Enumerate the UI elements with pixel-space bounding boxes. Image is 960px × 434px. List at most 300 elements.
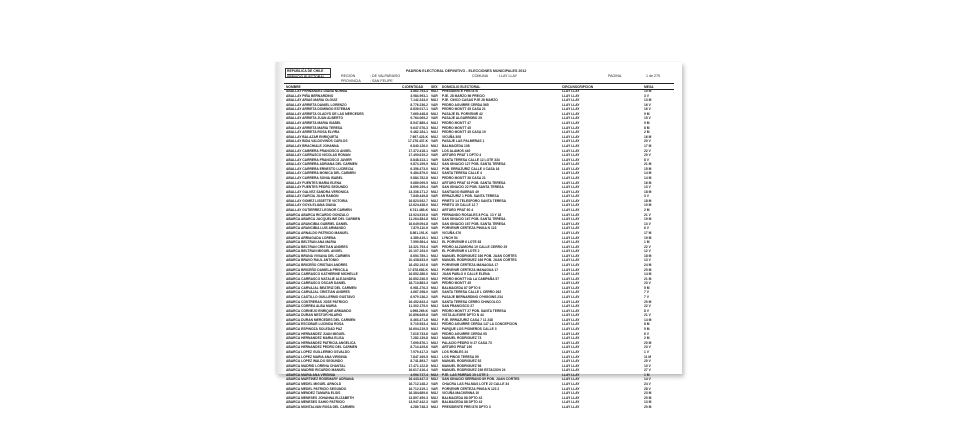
voter-id: 8.839.017-1 xyxy=(410,107,428,112)
voter-sex: VAR xyxy=(431,359,438,364)
voter-table: 10 M xyxy=(644,89,652,93)
region-label: REGION xyxy=(341,74,356,78)
voter-list xyxy=(284,89,674,409)
voter-table: 13 M xyxy=(644,400,652,405)
voter-sex: VAR xyxy=(431,262,438,267)
voter-district: LLAY LLAY xyxy=(562,308,580,313)
voter-name: ABARCA CARRASCO NATALIE ALEJANDRA xyxy=(286,276,356,281)
voter-address: MANUEL RODRIGUEZ 52 xyxy=(442,359,482,364)
voter-table: 2 M xyxy=(644,130,650,135)
voter-district: LLAY LLAY xyxy=(562,116,580,121)
voter-address: MANUEL RODRIGUEZ 166 POB. JUAN CORTES xyxy=(442,253,517,258)
voter-name: ABARCA CORREA ALBA MARIA xyxy=(286,304,337,309)
voter-address: PJE. ERRAZURIZ CASA 7 11 248 xyxy=(442,317,493,322)
voter-id: 8.547.889-4 xyxy=(410,121,428,126)
voter-address: EL PORVENIR 6 LOTE 2 xyxy=(442,249,480,254)
voter-sex: MUJ xyxy=(431,354,438,359)
voter-address: SANTA TERESA CALLE 12 LOTE 334 xyxy=(442,157,500,162)
voter-id: 6.840.126-0 xyxy=(410,143,428,148)
voter-table: 14 M xyxy=(644,272,652,277)
voter-name: ABARCA CARRASCO KATHERINE MICHELLE xyxy=(286,272,358,277)
voter-name: ABARCA HERNANDEZ PATRICIA ANGELICA xyxy=(286,340,356,345)
document-page xyxy=(276,62,682,409)
voter-id: 8.654.789-1 xyxy=(410,253,428,258)
voter-address: PARQUE LOS PIONEROS CALLE 3 xyxy=(442,327,497,332)
voter-address: SANTA TERESA CALLE 4 xyxy=(442,171,482,176)
voter-district: LLAY LLAY xyxy=(562,299,580,304)
voter-sex: MUJ xyxy=(431,322,438,327)
voter-name: ABALLAY ARRIETA GLADYS DE LAS MERCEDES xyxy=(286,111,364,116)
voter-name: ABARCA MENDEZ TAMARA ELSIS xyxy=(286,391,341,396)
voter-id: 16.452.192-6 xyxy=(408,262,428,267)
voter-address: VISTA ALEGRE DPTO N 44 xyxy=(442,313,484,318)
voter-district: LLAY LLAY xyxy=(562,102,580,107)
voter-id: 4.994.717-4 xyxy=(410,372,428,377)
voter-district: LLAY LLAY xyxy=(562,386,580,391)
voter-id: 4.389.419-1 xyxy=(410,235,428,240)
voter-district: LLAY LLAY xyxy=(562,153,580,158)
table-row xyxy=(284,405,674,410)
voter-name: ABALLAY GUTIERREZ LEONOR CARMEN xyxy=(286,208,352,213)
voter-address: SAN IGNACIO 167 POB. SANTA TERESA xyxy=(442,221,506,226)
voter-id: 4.998.269-K xyxy=(409,308,428,313)
voter-address: PEDRO MONTT 45 CASA 21 xyxy=(442,107,486,112)
voter-district: LLAY LLAY xyxy=(562,267,580,272)
voter-address: PEDRO AGUIRRE CERDA 147 LA CONCEPCION xyxy=(442,322,518,327)
voter-name: ABALLAY FUENTES MARIA ELENA xyxy=(286,180,342,185)
voter-table: 13 M xyxy=(644,98,652,103)
voter-table: 19 M xyxy=(644,235,652,240)
voter-address: PEDRO MONTT 27 POB. SANTA TERESA xyxy=(442,308,507,313)
voter-sex: MUJ xyxy=(431,134,438,139)
voter-address: PASAJE LAS PALMERAS 1 xyxy=(442,139,485,144)
voter-name: ABARCA CASTILLO GUILLERMO GUSTAVO xyxy=(286,295,355,300)
voter-name: ABARCA CARVAJAL CRISTIAN ANDRES xyxy=(286,290,350,295)
voter-address: PRIETO 35 CALLE 12 7 xyxy=(442,203,479,208)
voter-table: 8 M xyxy=(644,322,650,327)
voter-name: ABARCA CORNEJO ENRIQUE ARMANDO xyxy=(286,308,352,313)
voter-id: 7.697.423-K xyxy=(409,134,428,139)
voter-id: 8.776.236-2 xyxy=(410,102,428,107)
voter-id: 17.471.122-8 xyxy=(408,363,428,368)
voter-table: 22 V xyxy=(644,244,651,249)
voter-sex: MUJ xyxy=(431,125,438,130)
voter-name: ABALLAY ARIAS MARIA OLGUIZ xyxy=(286,98,338,103)
voter-sex: VAR xyxy=(431,194,438,199)
voter-table: 14 M xyxy=(644,175,652,180)
voter-id: 16.712.319-1 xyxy=(408,386,428,391)
voter-name: ABARCA ABARCA JACQUELINE DEL CARMEN xyxy=(286,217,361,222)
voter-table: 17 M xyxy=(644,143,652,148)
voter-id: 9.764.069-2 xyxy=(410,116,428,121)
voter-name: ABARCA MENESES SAHIO PATRICIO xyxy=(286,400,345,405)
voter-address: ARTURO PRAT 32 POB. SANTA TERESA xyxy=(442,180,506,185)
voter-district: LLAY LLAY xyxy=(562,143,580,148)
voter-table: 21 V xyxy=(644,313,651,318)
voter-district: LLAY LLAY xyxy=(562,175,580,180)
voter-id: 9.874.199-9 xyxy=(410,162,428,167)
voter-address: PRESIDENTE FREI 876 DPTO 3 xyxy=(442,404,491,409)
voter-district: LLAY LLAY xyxy=(562,317,580,322)
voter-name: ABARCA ARRIAGADA LORENA xyxy=(286,235,336,240)
voter-sex: MUJ xyxy=(431,166,438,171)
voter-id: 13.947.442-3 xyxy=(408,400,428,405)
voter-name: ABALLAY FERNANDEZ DIANA NORMA xyxy=(286,89,348,93)
voter-sex: MUJ xyxy=(431,253,438,258)
voter-sex: VAR xyxy=(431,212,438,217)
col-sexo: SEX xyxy=(431,84,438,89)
voter-table: 15 M xyxy=(644,166,652,171)
voter-name: ABARCA HERNANDEZ PEDRO DEL CARMEN xyxy=(286,345,358,350)
voter-sex: MUJ xyxy=(431,404,438,409)
voter-table: 13 V xyxy=(644,221,651,226)
voter-district: LLAY LLAY xyxy=(562,377,580,382)
pagina-value: 1 de 279 xyxy=(646,74,660,78)
voter-address: FERNANDO ROSALES 8 PCA. 13 Y 18 xyxy=(442,212,502,217)
voter-id: 9.647.076-3 xyxy=(410,125,428,130)
voter-sex: MUJ xyxy=(431,395,438,400)
voter-sex: VAR xyxy=(431,102,438,107)
voter-name: ABALLAY GOMEZ LISSETTE VICTORIA xyxy=(286,198,348,203)
voter-table: 20 V xyxy=(644,139,651,144)
voter-district: LLAY LLAY xyxy=(562,391,580,396)
voter-table: 6 V xyxy=(644,226,649,231)
voter-sex: MUJ xyxy=(431,121,438,126)
voter-id: 17.278.437-K xyxy=(408,139,428,144)
voter-id: 17.490.619-2 xyxy=(408,153,428,158)
voter-name: ABALLAY ARRIETA MARIA ISABEL xyxy=(286,121,342,126)
voter-name: ABALLAY GOYA ELIANA DIANA xyxy=(286,203,337,208)
voter-id: 7.282.139-8 xyxy=(410,336,428,341)
voter-table: 24 M xyxy=(644,262,652,267)
voter-district: LLAY LLAY xyxy=(562,249,580,254)
voter-table: 28 V xyxy=(644,386,651,391)
voter-id: 10.438.633-9 xyxy=(408,258,428,263)
voter-name: ABARCA MADRID LORENA CHANTAL xyxy=(286,363,346,368)
comuna-value: : LLAY LLAY xyxy=(497,74,517,78)
voter-address: MANUEL RODRIGUEZ 236 ESTACION 24 xyxy=(442,368,506,373)
voter-id: 16.712.148-2 xyxy=(408,382,428,386)
pagina-label: PAGINA xyxy=(608,74,622,78)
voter-address: PEDRO ALZAMORA 19 CALLE CERRO 29 xyxy=(442,244,508,249)
voter-id: 10.896.649-8 xyxy=(408,313,428,318)
voter-table: 16 M xyxy=(644,134,652,139)
voter-sex: MUJ xyxy=(431,235,438,240)
voter-district: LLAY LLAY xyxy=(562,281,580,286)
voter-address: ARTURO PRAT 190 xyxy=(442,345,473,350)
voter-name: ABALLAY CARRERA MONICA DEL CARMEN xyxy=(286,171,356,176)
voter-name: ABARCA LOPEZ MARIA ANA VIRGINIA xyxy=(286,354,348,359)
col-nombre: NOMBRE xyxy=(286,84,301,89)
voter-district: LLAY LLAY xyxy=(562,253,580,258)
voter-name: ABALLAY PIÑA BERNARDINO xyxy=(286,93,334,98)
voter-table: 22 V xyxy=(644,304,651,309)
voter-table: 14 M xyxy=(644,171,652,176)
voter-sex: VAR xyxy=(431,249,438,254)
voter-name: ABARCA BRUNA VIVIANA DEL CARMEN xyxy=(286,253,350,258)
voter-sex: VAR xyxy=(431,382,438,386)
voter-sex: MUJ xyxy=(431,276,438,281)
voter-address: MANUEL RODRIGUEZ 166 POB. JUAN CORTES xyxy=(442,258,517,263)
voter-sex: VAR xyxy=(431,244,438,249)
voter-id: 8.699.199-4 xyxy=(410,185,428,190)
voter-address: PEDRO MONTT NA LA CAMPAÑA 57 xyxy=(442,276,500,281)
voter-table: 23 V xyxy=(644,345,651,350)
voter-district: LLAY LLAY xyxy=(562,130,580,135)
voter-table: 12 V xyxy=(644,249,651,254)
voter-district: LLAY LLAY xyxy=(562,89,580,93)
voter-name: ABARCA ARANCIBIA LUIS ARMANDO xyxy=(286,226,346,231)
voter-district: LLAY LLAY xyxy=(562,313,580,318)
voter-address: MANUEL RODRIGUEZ 73 xyxy=(442,336,482,341)
voter-name: ABALLAY CARRERA FRANCISCO JAVIER xyxy=(286,157,352,162)
voter-table: 8 V xyxy=(644,308,649,313)
voter-id: 16.617.416-4 xyxy=(408,368,428,373)
voter-district: LLAY LLAY xyxy=(562,162,580,167)
voter-table: 20 V xyxy=(644,153,651,158)
voter-id: 7.599.984-4 xyxy=(410,240,428,245)
voter-name: ABALLAY CARRERA ADRIANA DEL CARMEN xyxy=(286,162,358,167)
voter-table: 17 M xyxy=(644,230,652,235)
voter-sex: VAR xyxy=(431,281,438,286)
voter-address: VICUÑA 476 xyxy=(442,230,461,235)
voter-district: LLAY LLAY xyxy=(562,372,580,377)
voter-district: LLAY LLAY xyxy=(562,212,580,217)
voter-district: LLAY LLAY xyxy=(562,354,580,359)
voter-table: 6 V xyxy=(644,331,649,336)
voter-sex: VAR xyxy=(431,93,438,98)
voter-name: ABALLAY CARRASCO NICOLAS ROMAN xyxy=(286,153,351,158)
voter-district: LLAY LLAY xyxy=(562,180,580,185)
voter-name: ABARCA LOPEZ WALDO SEGUNDO xyxy=(286,359,343,364)
voter-sex: VAR xyxy=(431,226,438,231)
voter-sex: VAR xyxy=(431,313,438,318)
provincia-value: : SAN FELIPE xyxy=(370,78,393,83)
voter-sex: VAR xyxy=(431,299,438,304)
voter-district: LLAY LLAY xyxy=(562,98,580,103)
voter-id: 17.678.683-K xyxy=(408,267,428,272)
voter-district: LLAY LLAY xyxy=(562,359,580,364)
voter-district: LLAY LLAY xyxy=(562,345,580,350)
voter-address: PORVENIR CERTEZA MANAGUA 17 xyxy=(442,262,499,267)
voter-name: ABARCA LOPEZ GUILLERMO OSVALDO xyxy=(286,349,350,354)
voter-id: 16.852.286-0 xyxy=(408,272,428,277)
voter-address: SAN IGNACIO 167 POB. SANTA TERESA xyxy=(442,217,506,222)
voter-address: BALMACEDA 88 DPTO 42 xyxy=(442,400,483,405)
voter-district: LLAY LLAY xyxy=(562,368,580,373)
voter-table: 8 V xyxy=(644,157,649,162)
document-header xyxy=(276,62,682,84)
voter-id: 8.714.429-6 xyxy=(410,345,428,350)
voter-address: PEDRO MONTT 38 CASA 21 xyxy=(442,175,486,180)
voter-table: 3 V xyxy=(644,93,649,98)
voter-address: PASAJE ALGARROBO 25 xyxy=(442,116,482,121)
voter-address: SANTA TERESA CALLE L CERRO 262 xyxy=(442,290,502,295)
voter-district: LLAY LLAY xyxy=(562,198,580,203)
voter-district: LLAY LLAY xyxy=(562,327,580,332)
voter-sex: VAR xyxy=(431,139,438,144)
voter-table: 14 V xyxy=(644,377,651,382)
voter-sex: MUJ xyxy=(431,180,438,185)
voter-district: LLAY LLAY xyxy=(562,258,580,263)
voter-district: LLAY LLAY xyxy=(562,272,580,277)
voter-id: 9.884.782-8 xyxy=(410,175,428,180)
voter-id: 16.452.843-4 xyxy=(408,299,428,304)
voter-address: SANTA TERESA CERRO CHINCOLCO xyxy=(442,299,501,304)
voter-id: 7.699.876-1 xyxy=(410,340,428,345)
voter-table: 7 V xyxy=(644,295,649,300)
voter-table: 22 V xyxy=(644,148,651,153)
voter-name: ABARCA ESPINOZA SOLEDAD PAZ xyxy=(286,327,343,332)
voter-address: SAN FRANCISCO 27 xyxy=(442,304,475,309)
voter-table: 20 V xyxy=(644,359,651,364)
voter-sex: VAR xyxy=(431,349,438,354)
voter-table: 21 M xyxy=(644,276,652,281)
voter-name: ABARCA DURAN MERCEDES DEL CARMEN xyxy=(286,317,356,322)
voter-id: 9.462.184-1 xyxy=(410,130,428,135)
voter-table: 2 M xyxy=(644,336,650,341)
voter-name: ABALLAY FUENTES PEDRO SEGUNDO xyxy=(286,185,348,190)
voter-district: LLAY LLAY xyxy=(562,331,580,336)
voter-id: 13.336.171-2 xyxy=(408,189,428,194)
voter-table: 1 M xyxy=(644,372,650,377)
voter-name: ABARCA HERNANDEZ MARIA ELISA xyxy=(286,336,344,341)
organization-box xyxy=(285,68,331,78)
voter-address: PEDRO MONTT 45 xyxy=(442,125,471,130)
voter-name: ABALLAY ARRIETA ROSA ELVIRA xyxy=(286,130,340,135)
voter-table: 20 M xyxy=(644,299,652,304)
voter-address: PRIETO 14 TELESFORO SANTA TERESA xyxy=(442,198,507,203)
voter-address: PORVENIR CERTEZA MANAGUA 17 xyxy=(442,267,499,272)
voter-table: 18 M xyxy=(644,198,652,203)
voter-table: 15 V xyxy=(644,116,651,121)
voter-name: ABARCA MENESES JOHANNA ELIZABETH xyxy=(286,395,354,400)
voter-address: PASAJE BERNARDINO O'HIGGINS 234 xyxy=(442,295,503,300)
voter-id: 7.879.110-9 xyxy=(410,226,428,231)
voter-address: PEDRO MONTT 45 CASA 19 xyxy=(442,130,486,135)
voter-district: LLAY LLAY xyxy=(562,304,580,309)
voter-name: ABALLAY GALVEZ SANDRA VERONICA xyxy=(286,189,349,194)
voter-address: EL PORVENIR 6 LOTE 63 xyxy=(442,240,482,245)
voter-sex: MUJ xyxy=(431,240,438,245)
provincia-label: PROVINCIA xyxy=(341,78,361,83)
voter-sex: VAR xyxy=(431,185,438,190)
voter-table: 13 V xyxy=(644,258,651,263)
voter-address: SAN IGNACIO SERRANO 89 POB. JUAN CORTES xyxy=(442,377,520,382)
voter-district: LLAY LLAY xyxy=(562,276,580,281)
voter-district: LLAY LLAY xyxy=(562,322,580,327)
voter-name: ABALLAY ARRIETA DOMINGO ESTEBAN xyxy=(286,107,351,112)
col-cedula: C.IDENTIDAD xyxy=(402,84,424,89)
voter-id: 7.142.243-0 xyxy=(410,98,428,103)
voter-name: ABARCA MARTINEZ ROSEMARY ADRIANA xyxy=(286,377,354,382)
voter-id: 13.897.459-3 xyxy=(408,395,428,400)
voter-table: 23 M xyxy=(644,391,652,396)
voter-sex: VAR xyxy=(431,290,438,295)
voter-sex: MUJ xyxy=(431,304,438,309)
voter-sex: VAR xyxy=(431,400,438,405)
voter-name: ABALLAY BALAZAR ENRIQUETA xyxy=(286,134,339,139)
voter-sex: MUJ xyxy=(431,327,438,332)
org-line-2: SERVICIO ELECTORAL xyxy=(287,74,325,79)
voter-id: 16.649.094-8 xyxy=(408,221,428,226)
voter-id: 17.372.418-1 xyxy=(408,148,428,153)
voter-address: LYNCH 54 xyxy=(442,235,458,240)
voter-name: ABALLAY ARRIETA DANIEL LORENZO xyxy=(286,102,347,107)
voter-sex: MUJ xyxy=(431,189,438,194)
voter-district: LLAY LLAY xyxy=(562,121,580,126)
voter-district: LLAY LLAY xyxy=(562,93,580,98)
voter-district: LLAY LLAY xyxy=(562,400,580,405)
voter-name: ABALLAY GARCIA JUAN RAMON xyxy=(286,194,339,199)
voter-district: LLAY LLAY xyxy=(562,404,580,409)
voter-name: ABARCA MONTALVAN ROSA DEL CARMEN xyxy=(286,404,355,409)
voter-district: LLAY LLAY xyxy=(562,166,580,171)
voter-id: 7.847.169-5 xyxy=(410,354,428,359)
voter-id: 18.710.883-3 xyxy=(408,281,428,286)
voter-address: LOS ALAMOS 440 xyxy=(442,148,471,153)
voter-address: PEDRO AGUIRRE CERDA 95 xyxy=(442,331,487,336)
voter-address: CHACRA LAS PALMAS LOTE 22 CALLE 34 xyxy=(442,382,510,386)
voter-name: ABARCA BRICEÑO DANIELA PRISCILA xyxy=(286,267,349,272)
voter-district: LLAY LLAY xyxy=(562,203,580,208)
voter-table: 3 V xyxy=(644,194,649,199)
voter-table: 16 V xyxy=(644,107,651,112)
voter-id: 12.624.438-0 xyxy=(408,203,428,208)
voter-name: ABARCA ARANCIBIA GABRIEL DANIEL xyxy=(286,221,349,226)
voter-sex: VAR xyxy=(431,258,438,263)
voter-sex: VAR xyxy=(431,148,438,153)
voter-table: 10 V xyxy=(644,363,651,368)
voter-name: ABALLAY BIDA VALDOVINOS CARLOS xyxy=(286,139,348,144)
voter-address: ARTURO PRAT 1 DPTO 4 xyxy=(442,153,482,158)
voter-id: 8.463.471-6 xyxy=(410,317,428,322)
voter-id: 5.719.933-4 xyxy=(410,322,428,327)
voter-district: LLAY LLAY xyxy=(562,349,580,354)
voter-table: 5 M xyxy=(644,327,650,332)
voter-address: POB. ERRAZURIZ CALLE 4 CASA 16 xyxy=(442,166,500,171)
voter-table: 18 M xyxy=(644,253,652,258)
voter-id: 13.924.519-6 xyxy=(408,212,428,217)
voter-name: ABALLAY BRACHIALE JOHANNA xyxy=(286,143,339,148)
voter-id: 6.356.473-0 xyxy=(410,166,428,171)
voter-table: 21 M xyxy=(644,162,652,167)
voter-id: 6.741.489-K xyxy=(409,208,428,213)
voter-address: BALMACEDA 88 DPTO 42 xyxy=(442,395,483,400)
voter-sex: VAR xyxy=(431,221,438,226)
voter-sex: MUJ xyxy=(431,267,438,272)
voter-table: 24 V xyxy=(644,382,651,386)
voter-sex: MUJ xyxy=(431,391,438,396)
voter-district: LLAY LLAY xyxy=(562,244,580,249)
voter-address: LOS ROBLES 24 xyxy=(442,349,469,354)
voter-table: 18 M xyxy=(644,189,652,194)
voter-id: 4.667.298-0 xyxy=(410,290,428,295)
voter-table: 1 M xyxy=(644,240,650,245)
voter-table: 1 V xyxy=(644,349,649,354)
voter-address: ARTURO PRAT 60 4 xyxy=(442,208,474,213)
voter-name: ABARCA MEDEL MIGUEL ARNOLD xyxy=(286,382,342,386)
voter-district: LLAY LLAY xyxy=(562,134,580,139)
voter-table: 20 M xyxy=(644,340,652,345)
voter-sex: VAR xyxy=(431,295,438,300)
voter-id: 16.823.932-7 xyxy=(408,198,428,203)
voter-district: LLAY LLAY xyxy=(562,194,580,199)
voter-address: SANTIAGO BUERAS 49 xyxy=(442,189,479,194)
voter-district: LLAY LLAY xyxy=(562,395,580,400)
voter-sex: MUJ xyxy=(431,372,438,377)
voter-district: LLAY LLAY xyxy=(562,382,580,386)
